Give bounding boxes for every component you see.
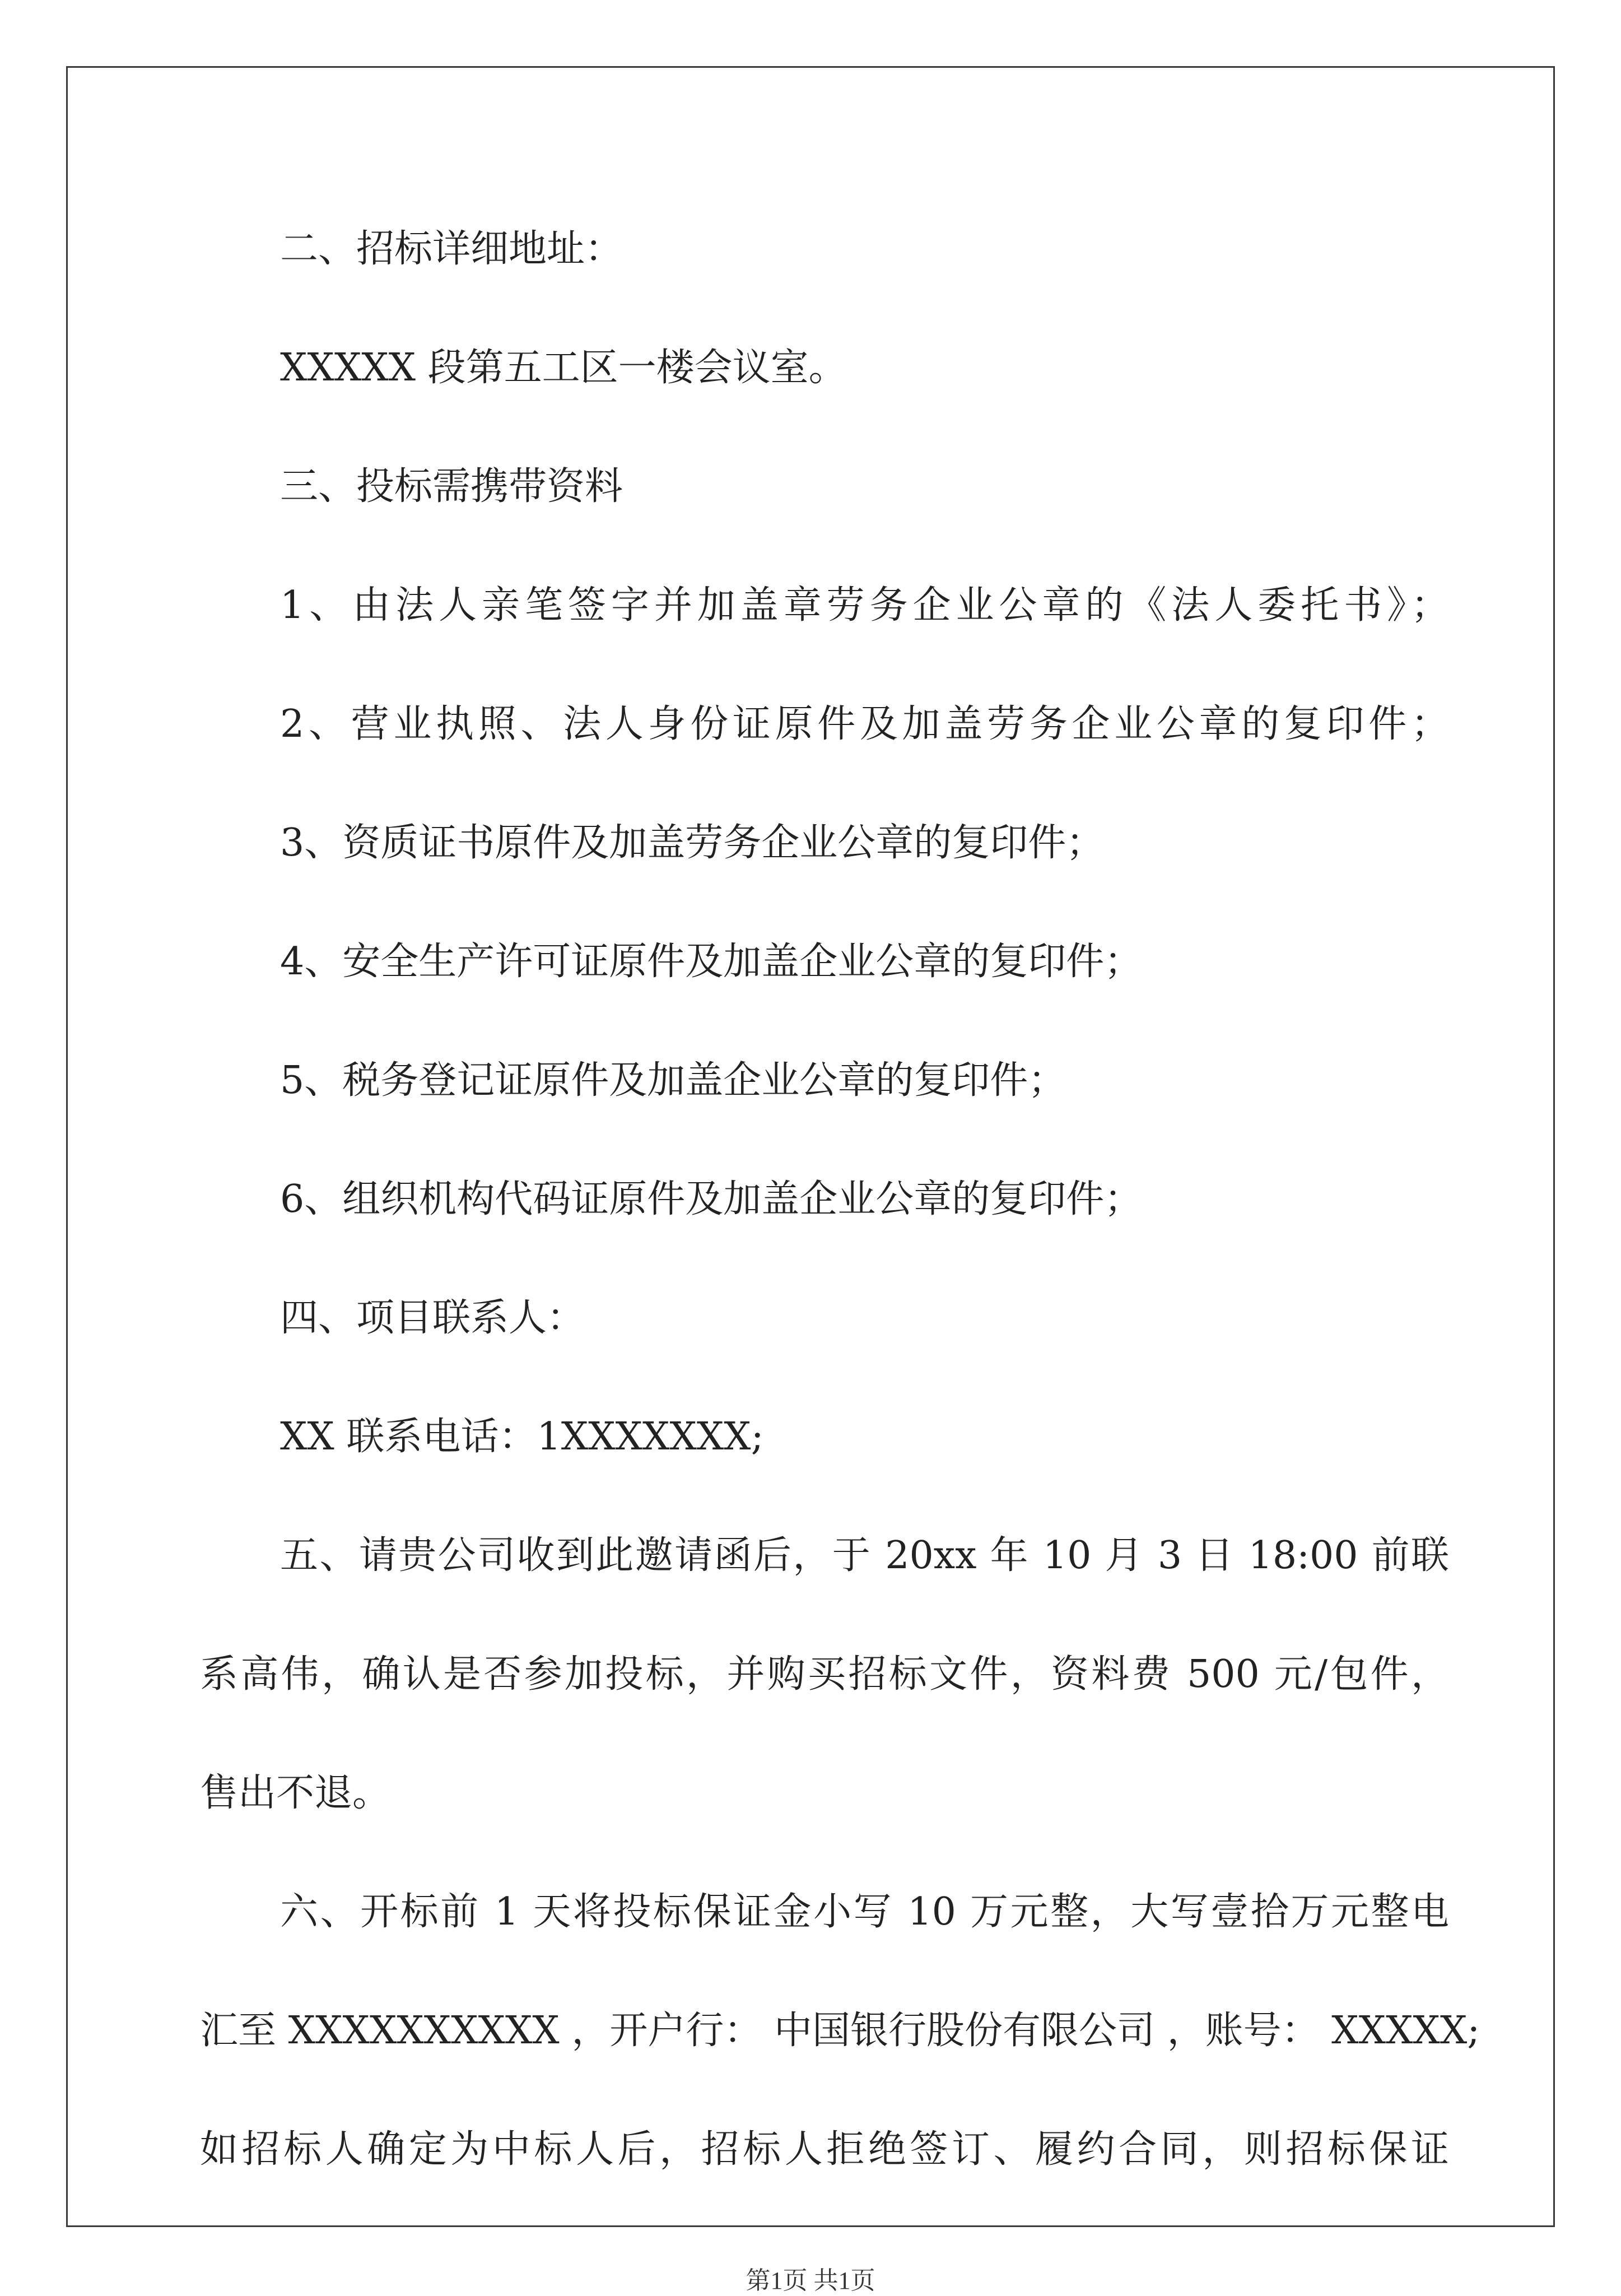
document-line-9: 6、组织机构代码证原件及加盖企业公章的复印件； bbox=[280, 1177, 1143, 1221]
document-line-14: 售出不退。 bbox=[200, 1771, 391, 1815]
document-line-6: 3、资质证书原件及加盖劳务企业公章的复印件； bbox=[280, 821, 1105, 865]
document-line-13: 系高伟，确认是否参加投标，并购买招标文件，资料费 500 元/包件， bbox=[200, 1652, 1449, 1697]
document-line-4: 1、由法人亲笔签字并加盖章劳务企业公章的《法人委托书》； bbox=[280, 583, 1449, 628]
document-line-2: XXXXX 段第五工区一楼会议室。 bbox=[280, 346, 847, 390]
document-line-8: 5、税务登记证原件及加盖企业公章的复印件； bbox=[280, 1058, 1066, 1103]
document-line-1: 二、招标详细地址： bbox=[280, 227, 623, 271]
document-line-15: 六、开标前 1 天将投标保证金小写 10 万元整，大写壹拾万元整电 bbox=[280, 1890, 1449, 1934]
document-line-5: 2、营业执照、法人身份证原件及加盖劳务企业公章的复印件； bbox=[280, 702, 1449, 746]
document-line-11: XX 联系电话：1XXXXXXX; bbox=[280, 1415, 764, 1459]
document-line-17: 如招标人确定为中标人后，招标人拒绝签订、履约合同，则招标保证 bbox=[200, 2127, 1449, 2172]
document-line-7: 4、安全生产许可证原件及加盖企业公章的复印件； bbox=[280, 940, 1143, 984]
document-line-16: 汇至 XXXXXXXXXX ，开户行： 中国银行股份有限公司 ，账号： XXXXX; bbox=[200, 2009, 1480, 2053]
document-line-10: 四、项目联系人： bbox=[280, 1296, 585, 1340]
document-line-12: 五、请贵公司收到此邀请函后，于 20xx 年 10 月 3 日 18:00 前联 bbox=[280, 1533, 1449, 1578]
page-footer: 第1页 共1页 bbox=[746, 2267, 875, 2294]
document-line-3: 三、投标需携带资料 bbox=[280, 464, 623, 509]
